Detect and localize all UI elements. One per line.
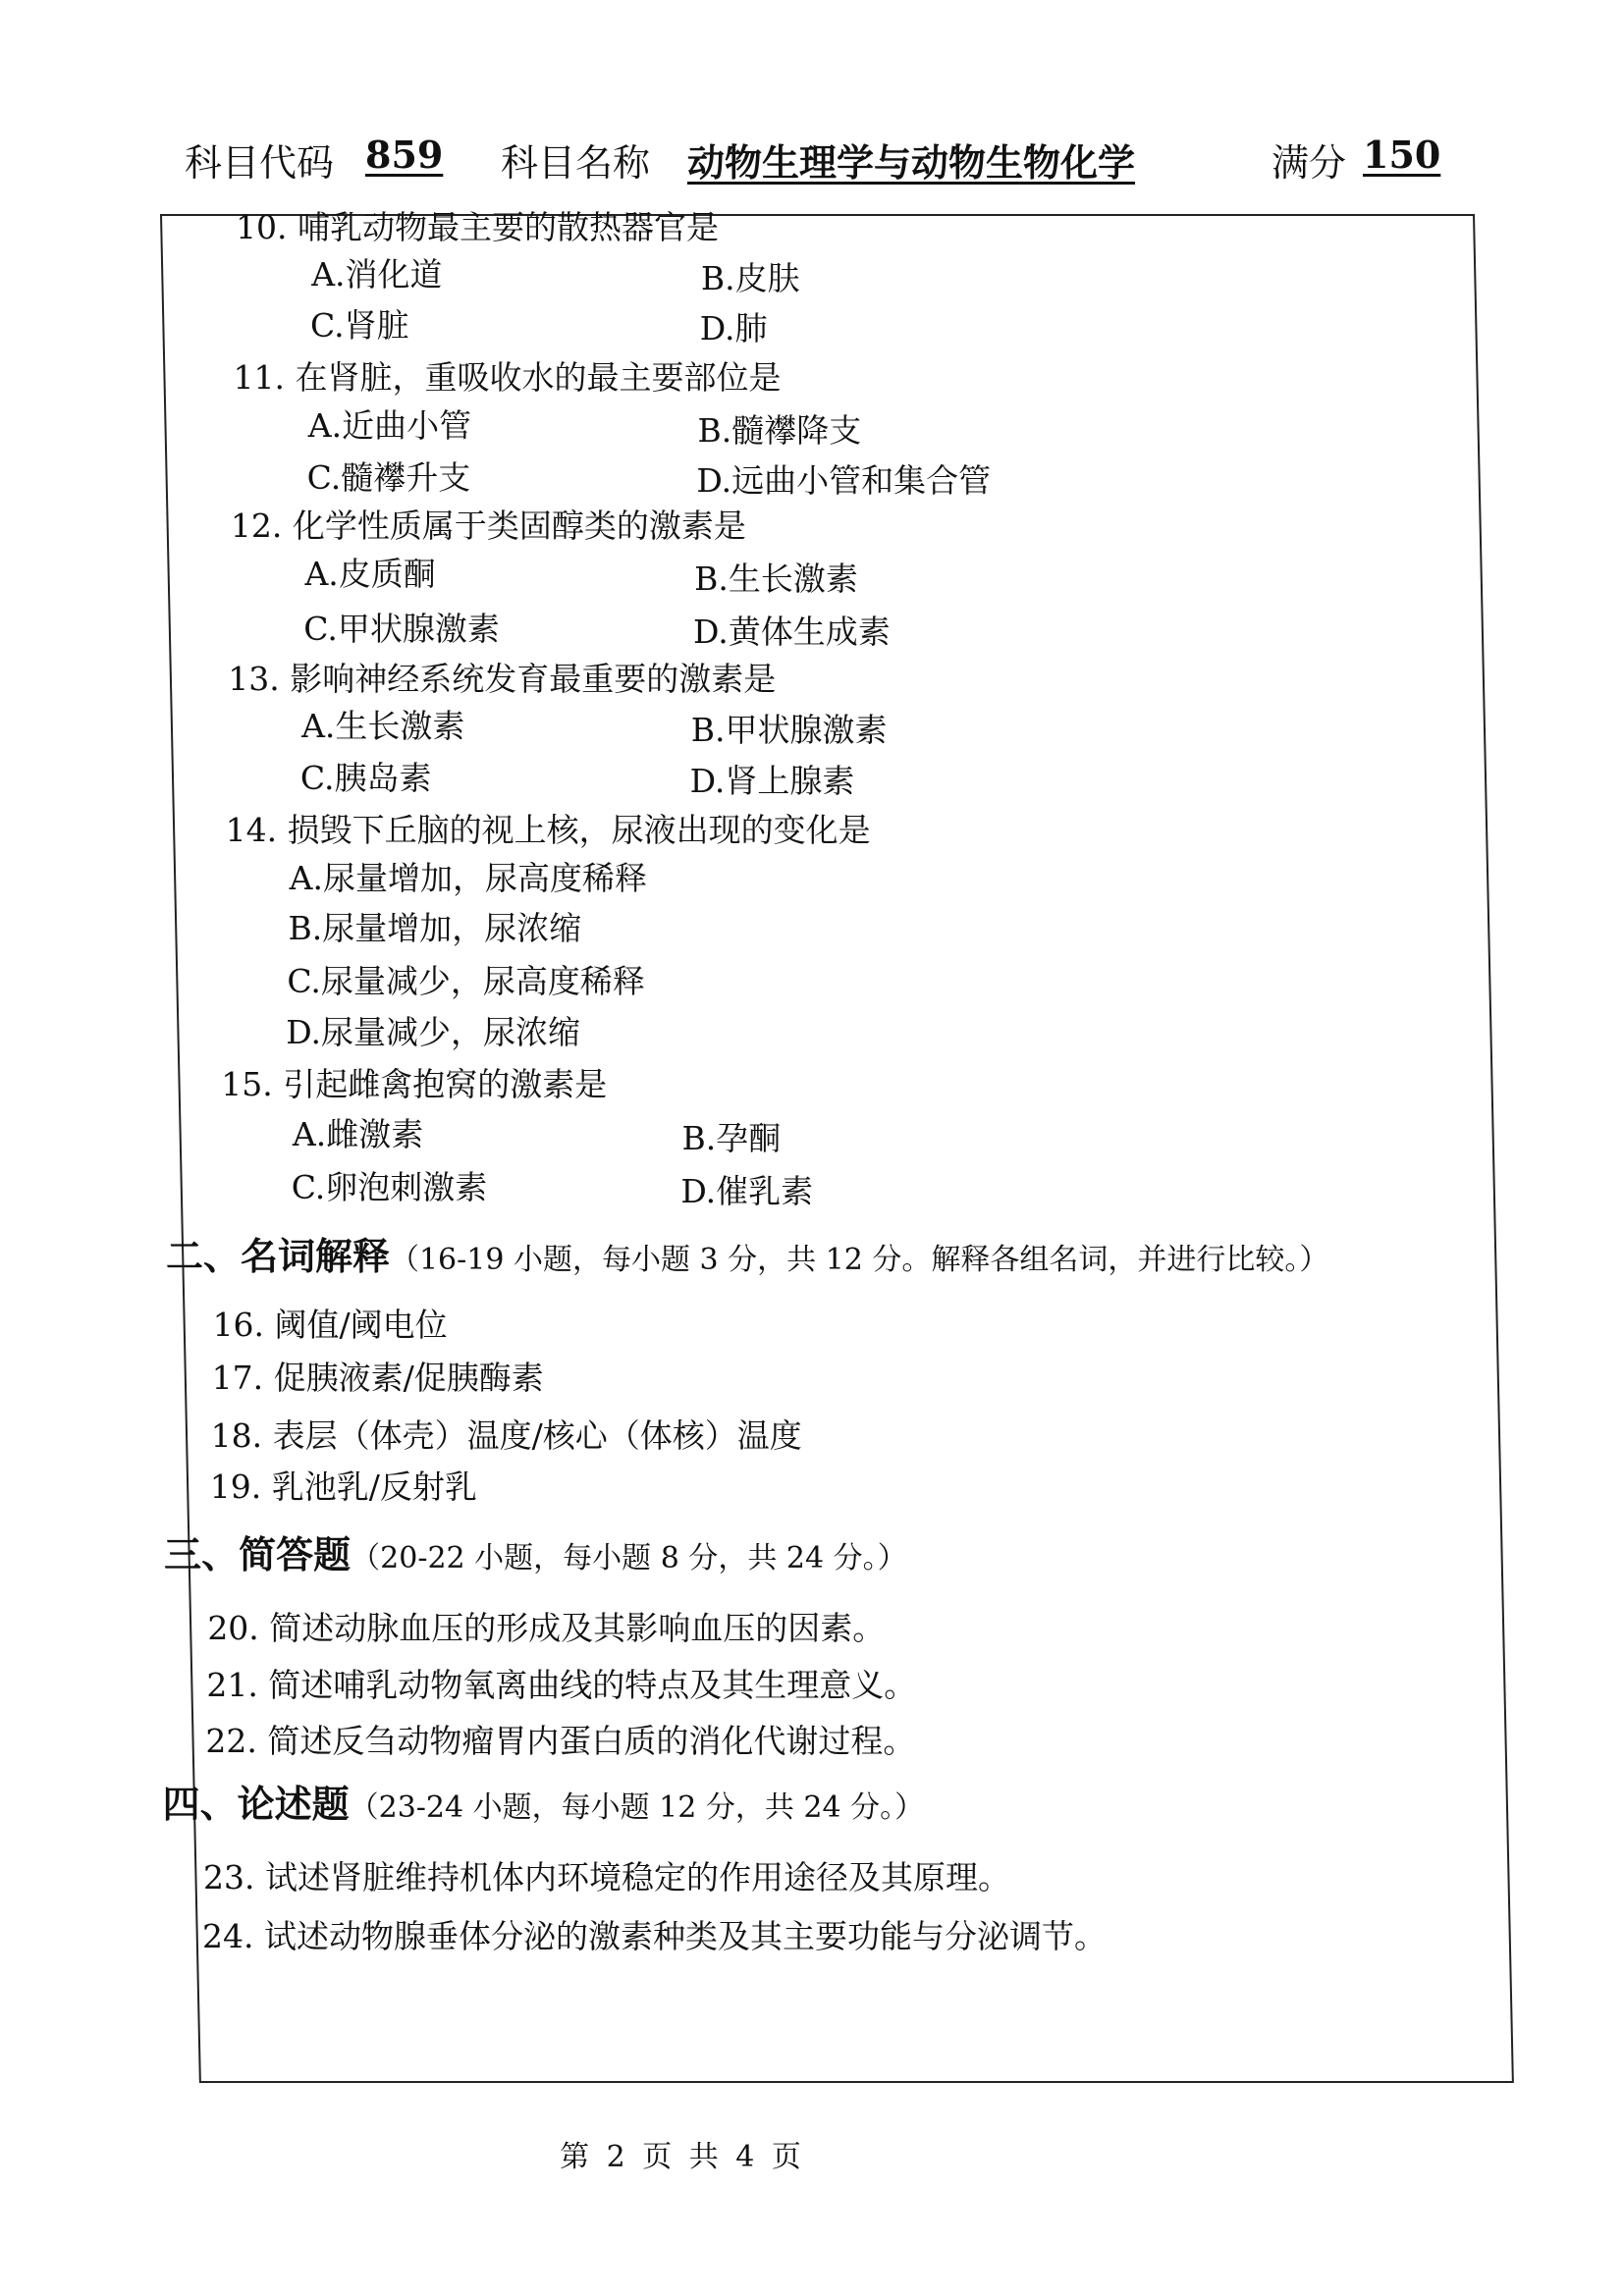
option-d: D.肾上腺素 [689,762,855,801]
subject-name: 动物生理学与动物生物化学 [687,140,1136,185]
section-heading [164,1532,907,1578]
option-a: A.雌激素 [292,1114,424,1153]
question-item: 16. 阈值/阈电位 [212,1306,448,1345]
question-item: 23. 试述肾脏维持机体内环境稳定的作用途径及其原理。 [202,1858,1010,1897]
option-d: D.肺 [699,309,768,348]
full-score-label: 满分 [1271,141,1347,185]
option-d: D.黄体生成素 [692,612,891,651]
page-number: 第 2 页 共 4 页 [560,2140,805,2174]
section-title: 四、论述题 [162,1783,350,1827]
option-c: C.髓襻升支 [306,457,471,497]
option-a: A.生长激素 [301,706,465,745]
section-heading [163,1785,925,1828]
section-heading [165,1234,1329,1280]
option-c: C.胰岛素 [299,759,432,798]
question-item: 24. 试述动物腺垂体分泌的激素种类及其主要功能与分泌调节。 [201,1917,1107,1956]
question-item: 17. 促胰液素/促胰酶素 [211,1359,544,1398]
question-stem: 15. 引起雌禽抱窝的激素是 [221,1064,608,1103]
question-stem: 14. 损毁下丘脑的视上核，尿液出现的变化是 [225,810,871,849]
question-item: 20. 简述动脉血压的形成及其影响血压的因素。 [207,1608,886,1647]
subject-code: 859 [365,133,444,177]
option-d: D.催乳素 [680,1172,814,1211]
question-stem: 12. 化学性质属于类固醇类的激素是 [230,506,746,545]
option-a: A.尿量增加，尿高度稀释 [289,859,647,898]
option-d: D.远曲小管和集合管 [696,460,992,500]
option-b: B.生长激素 [694,559,858,598]
option-b: B.皮肤 [700,259,800,298]
subject-code-label: 科目代码 [185,141,335,185]
option-c: C.卵泡刺激素 [291,1167,488,1206]
option-c: C.肾脏 [310,306,409,346]
section-title: 二、名词解释 [165,1234,390,1278]
question-item: 18. 表层（体壳）温度/核心（体核）温度 [210,1415,802,1455]
section-note: （23-24 小题，每小题 12 分，共 24 分。） [349,1790,925,1826]
question-stem: 11. 在肾脏，重吸收水的最主要部位是 [233,357,782,397]
option-d: D.尿量减少，尿浓缩 [286,1013,580,1052]
option-a: A.消化道 [311,254,443,294]
question-stem: 13. 影响神经系统发育最重要的激素是 [228,659,777,698]
question-stem: 10. 哺乳动物最主要的散热器官是 [236,208,720,247]
option-c: C.尿量减少，尿高度稀释 [287,961,645,1000]
option-b: B.尿量增加，尿浓缩 [288,909,582,948]
section-note: （20-22 小题，每小题 8 分，共 24 分。） [351,1540,907,1575]
question-item: 22. 简述反刍动物瘤胃内蛋白质的消化代谢过程。 [205,1721,916,1760]
full-score: 150 [1363,133,1441,177]
option-b: B.髓襻降支 [697,410,862,450]
option-b: B.甲状腺激素 [690,711,888,749]
section-note: （16-19 小题，每小题 3 分，共 12 分。解释各组名词，并进行比较。） [389,1242,1329,1277]
option-a: A.皮质酮 [304,555,436,594]
option-b: B.孕酮 [681,1119,782,1158]
section-title: 三、简答题 [164,1532,352,1576]
option-c: C.甲状腺激素 [303,609,500,648]
question-item: 19. 乳池乳/反射乳 [209,1467,477,1506]
option-a: A.近曲小管 [307,406,472,446]
subject-name-label: 科目名称 [501,141,651,185]
question-item: 21. 简述哺乳动物氧离曲线的特点及其生理意义。 [206,1666,917,1705]
